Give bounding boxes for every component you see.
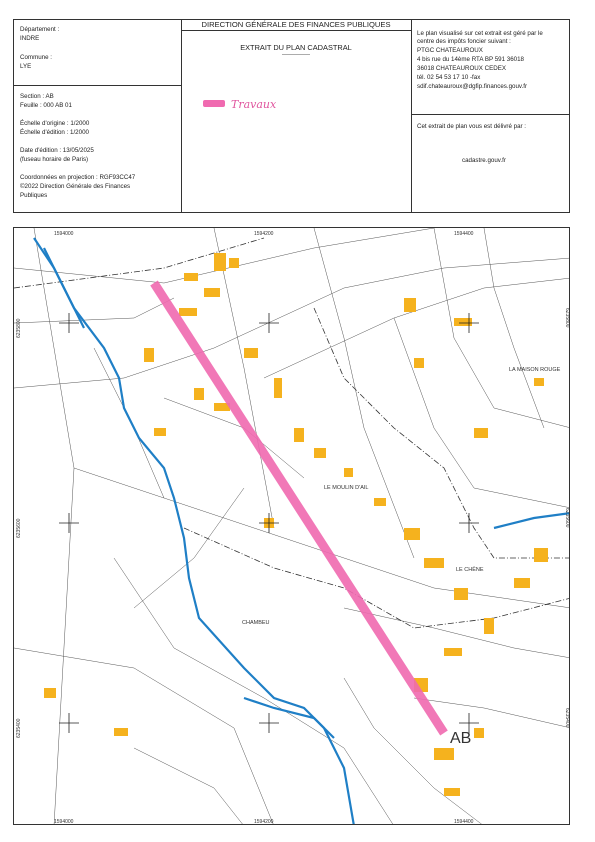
- info-line3: PTGC CHATEAUROUX: [417, 47, 483, 54]
- travaux-label: Travaux: [231, 98, 277, 111]
- info-line2: centre des impôts foncier suivant :: [417, 38, 511, 45]
- travaux-annotation: [181, 92, 411, 122]
- coord-left-2: 6235600: [16, 518, 22, 538]
- highlight-swatch: [203, 100, 225, 107]
- header-center-panel: [181, 20, 411, 212]
- departement-value: INDRE: [20, 35, 40, 42]
- header-left-panel: [14, 20, 182, 212]
- coord-bottom-2: 1594200: [254, 819, 274, 825]
- cadastre-header: [13, 19, 570, 213]
- commune-value: LYE: [20, 63, 32, 70]
- date-edition: Date d'édition : 13/05/2025: [20, 147, 94, 154]
- projection-text: Coordonnées en projection : RGF93CC47: [20, 174, 136, 181]
- works-corridor-highlight: [154, 283, 444, 733]
- header-right-panel: [411, 20, 570, 212]
- river: [34, 238, 570, 825]
- grid-crosses: [59, 313, 479, 733]
- section-text: Section : AB: [20, 93, 54, 100]
- org-title: DIRECTION GÉNÉRALE DES FINANCES PUBLIQUES: [201, 20, 391, 29]
- coord-right-3: 6235400: [564, 708, 570, 728]
- right-divider: [412, 114, 570, 115]
- commune-label: Commune :: [20, 54, 52, 61]
- coord-bottom-1: 1594000: [54, 819, 74, 825]
- info-line4: 4 bis rue du 14ème RTA BP 591 36018: [417, 56, 524, 63]
- coord-left-3: 6235400: [16, 718, 22, 738]
- map-canvas: [14, 228, 570, 825]
- echelle-origine: Échelle d'origine : 1/2000: [20, 120, 90, 127]
- echelle-edition: Échelle d'édition : 1/2000: [20, 129, 89, 136]
- left-divider: [14, 85, 181, 86]
- departement-label: Département :: [20, 26, 60, 33]
- copyright-line2: Publiques: [20, 192, 48, 199]
- website-text: cadastre.gouv.fr: [462, 157, 506, 164]
- coord-right-2: 6235600: [564, 508, 570, 528]
- doc-title: EXTRAIT DU PLAN CADASTRAL: [240, 43, 352, 52]
- place-maison-rouge: LA MAISON ROUGE: [509, 367, 561, 373]
- title-divider: [181, 30, 411, 31]
- coord-left-1: 6235800: [16, 318, 22, 338]
- copyright-line1: ©2022 Direction Générale des Finances: [20, 183, 131, 190]
- place-chambeu: CHAMBEU: [242, 620, 270, 626]
- info-line5: 36018 CHATEAUROUX CEDEX: [417, 65, 506, 72]
- feuille-text: Feuille : 000 AB 01: [20, 102, 72, 109]
- coord-right-1: 6235800: [564, 308, 570, 328]
- delivery-text: Cet extrait de plan vous est délivré par :: [417, 123, 527, 130]
- doc-title-rule: --------------: [282, 52, 310, 58]
- fuseau-text: (fuseau horaire de Paris): [20, 156, 89, 163]
- coord-top-3: 1594400: [454, 231, 474, 237]
- place-chene: LE CHÊNE: [456, 567, 484, 573]
- cadastral-map: [13, 227, 570, 825]
- coord-top-2: 1594200: [254, 231, 274, 237]
- section-ab-label: AB: [450, 730, 472, 747]
- coord-bottom-3: 1594400: [454, 819, 474, 825]
- place-moulin: LE MOULIN D'AIL: [324, 485, 369, 491]
- info-line1: Le plan visualisé sur cet extrait est géré par le: [417, 30, 543, 37]
- info-email: sdif.chateauroux@dgfip.finances.gouv.fr: [417, 83, 528, 90]
- coord-top-1: 1594000: [54, 231, 74, 237]
- parcel-lines: [14, 228, 570, 825]
- info-line6: tél. 02 54 53 17 10 -fax: [417, 74, 481, 81]
